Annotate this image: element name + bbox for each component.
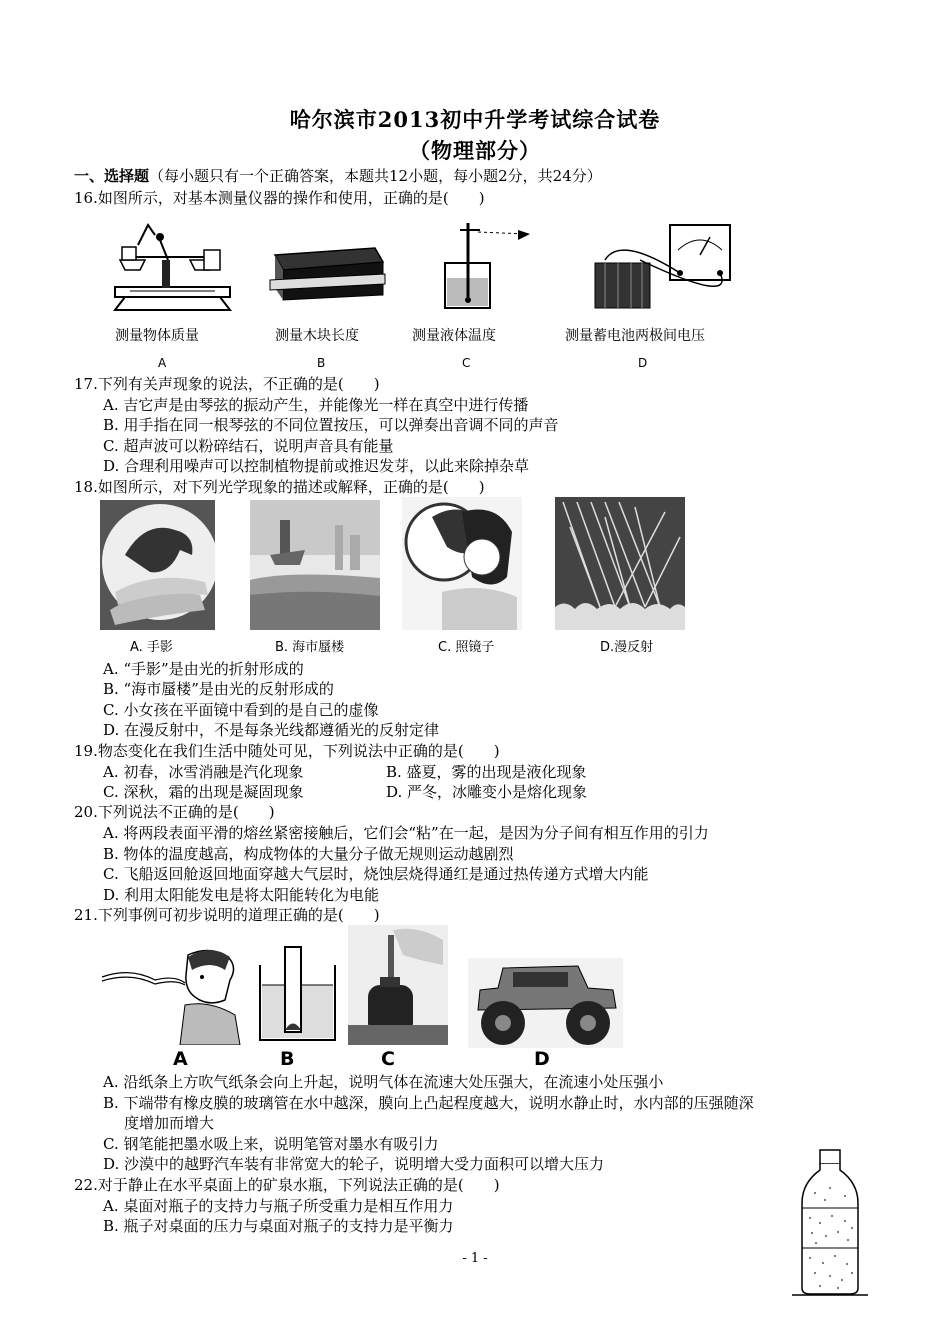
page-subtitle: （物理部分） (409, 138, 541, 163)
hand-shadow-figure (100, 500, 215, 630)
q21-option-b-continued: 度增加而增大 (124, 1114, 215, 1132)
q21-option-d: D. 沙漠中的越野汽车装有非常宽大的轮子，说明增大受力面积可以增大压力 (103, 1155, 605, 1173)
q17-option-c: C. 超声波可以粉碎结石，说明声音具有能量 (103, 437, 394, 455)
blowing-paper-figure (100, 945, 245, 1045)
q18-caption-a: A. 手影 (130, 640, 173, 655)
q18-option-a: A. “手影”是由光的折射形成的 (103, 660, 304, 678)
mirage-figure (250, 500, 380, 630)
q20-stem: 20.下列说法不正确的是( ) (74, 803, 275, 821)
q21-letter-a: A (173, 1048, 188, 1070)
q19-option-d: D. 严冬，冰雕变小是熔化现象 (386, 783, 588, 801)
q16-caption-b: 测量木块长度 (275, 328, 359, 344)
q18-caption-b: B. 海市蜃楼 (275, 640, 345, 655)
q16-letter-d: D (638, 356, 648, 370)
q22-option-b: B. 瓶子对桌面的压力与桌面对瓶子的支持力是平衡力 (103, 1217, 454, 1235)
q16-caption-d: 测量蓄电池两极间电压 (565, 328, 705, 344)
q17-stem: 17.下列有关声现象的说法，不正确的是( ) (74, 375, 380, 393)
q22-option-a: A. 桌面对瓶子的支持力与瓶子所受重力是相互作用力 (103, 1197, 454, 1215)
page-title: 哈尔滨市2013初中升学考试综合试卷 (289, 107, 661, 132)
q20-option-a: A. 将两段表面平滑的熔丝紧密接触后，它们会“粘”在一起，是因为分子间有相互作用的引力 (103, 824, 709, 842)
q16-letter-c: C (462, 356, 471, 370)
pen-ink-figure (348, 925, 448, 1045)
q17-option-b: B. 用手指在同一根琴弦的不同位置按压，可以弹奏出音调不同的声音 (103, 416, 559, 434)
q19-option-c: C. 深秋，霜的出现是凝固现象 (103, 783, 304, 801)
q16-stem: 16.如图所示，对基本测量仪器的操作和使用，正确的是( ) (74, 189, 485, 207)
q19-option-a: A. 初春，冰雪消融是汽化现象 (103, 763, 304, 781)
balance-figure (100, 215, 240, 315)
mirror-girl-figure (402, 497, 522, 630)
q19-stem: 19.物态变化在我们生活中随处可见，下列说法中正确的是( ) (74, 742, 500, 760)
q21-option-a: A. 沿纸条上方吹气纸条会向上升起，说明气体在流速大处压强大，在流速小处压强小 (103, 1073, 664, 1091)
q18-option-d: D. 在漫反射中，不是每条光线都遵循光的反射定律 (103, 721, 440, 739)
q20-option-d: D. 利用太阳能发电是将太阳能转化为电能 (103, 886, 380, 904)
q17-option-d: D. 合理利用噪声可以控制植物提前或推迟发芽，以此来除掉杂草 (103, 457, 530, 475)
q16-caption-a: 测量物体质量 (115, 328, 199, 344)
q18-caption-d: D.漫反射 (600, 640, 654, 655)
q16-caption-c: 测量液体温度 (412, 328, 496, 344)
section-label: 一、选择题 (74, 167, 150, 185)
ruler-block-figure (265, 240, 390, 310)
q18-option-b: B. “海市蜃楼”是由光的反射形成的 (103, 680, 334, 698)
q19-option-b: B. 盛夏，雾的出现是液化现象 (386, 763, 587, 781)
q17-option-a: A. 吉它声是由琴弦的振动产生，并能像光一样在真空中进行传播 (103, 396, 529, 414)
thermometer-figure (430, 218, 540, 313)
q20-option-c: C. 飞船返回舱返回地面穿越大气层时，烧蚀层烧得通红是通过热传递方式增大内能 (103, 865, 649, 883)
q18-stem: 18.如图所示，对下列光学现象的描述或解释，正确的是( ) (74, 478, 485, 496)
q21-letter-d: D (534, 1048, 550, 1070)
q21-option-b: B. 下端带有橡皮膜的玻璃管在水中越深，膜向上凸起程度越大，说明水静止时，水内部的压强随深 (103, 1094, 754, 1112)
page-number: - 1 - (462, 1251, 488, 1266)
q16-letter-b: B (317, 356, 326, 370)
q22-stem: 22.对于静止在水平桌面上的矿泉水瓶，下列说法正确的是( ) (74, 1176, 500, 1194)
diffuse-reflection-figure (555, 497, 685, 630)
q18-option-c: C. 小女孩在平面镜中看到的是自己的虚像 (103, 701, 379, 719)
glass-tube-figure (255, 945, 340, 1045)
offroad-car-figure (468, 958, 623, 1048)
q21-option-c: C. 钢笔能把墨水吸上来，说明笔管对墨水有吸引力 (103, 1135, 439, 1153)
voltmeter-battery-figure (580, 215, 750, 315)
section-note: （每小题只有一个正确答案，本题共12小题，每小题2分，共24分） (149, 167, 602, 185)
q18-caption-c: C. 照镜子 (438, 640, 495, 655)
q20-option-b: B. 物体的温度越高，构成物体的大量分子做无规则运动越剧烈 (103, 845, 514, 863)
q21-letter-c: C (381, 1048, 395, 1070)
water-bottle-figure (790, 1148, 870, 1298)
section-header (74, 166, 602, 186)
q16-letter-a: A (158, 356, 167, 370)
q21-letter-b: B (280, 1048, 295, 1070)
q21-stem: 21.下列事例可初步说明的道理正确的是( ) (74, 906, 380, 924)
